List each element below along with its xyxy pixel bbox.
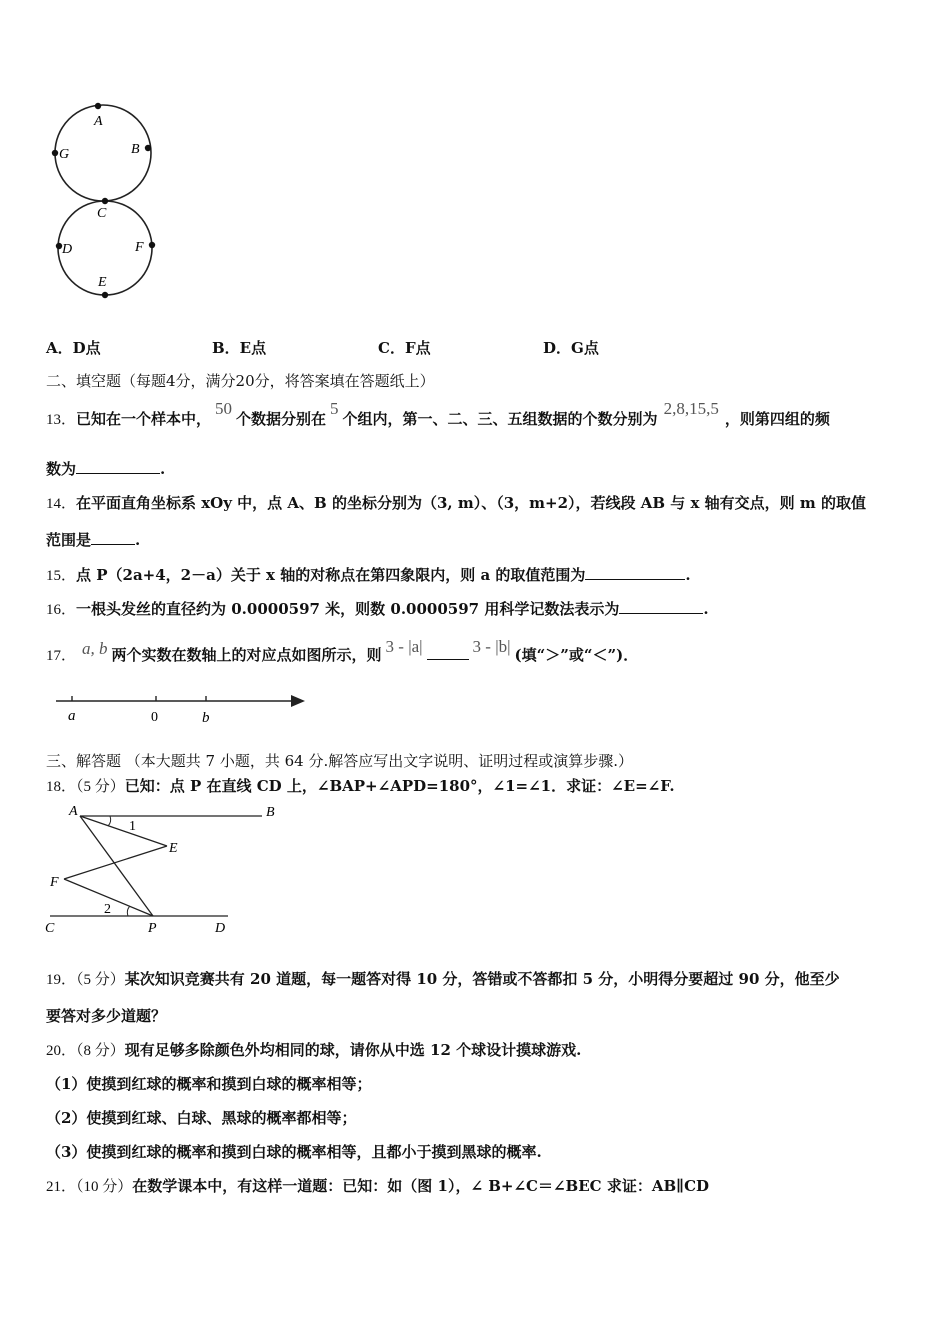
question-13-line2 bbox=[46, 458, 165, 479]
q13-end: . bbox=[160, 460, 166, 478]
q19-text: 某次知识竞赛共有 20 道题，每一题答对得 10 分，答错或不答都扣 5 分，小明得分要超过 90 分，他至少 bbox=[124, 970, 840, 988]
segment-ae bbox=[80, 816, 167, 846]
q20-part-3: （3）使摸到红球的概率和摸到白球的概率相等，且都小于摸到黑球的概率. bbox=[46, 1143, 542, 1161]
q16-number: 16． bbox=[46, 602, 77, 618]
q14-text: 在平面直角坐标系 xOy 中，点 A、B 的坐标分别为（3, m）、（3，m+2），若线段 AB 与 x 轴有交点，则 m 的取值 bbox=[76, 494, 866, 512]
two-circles-figure bbox=[40, 95, 170, 305]
number-line-figure bbox=[50, 688, 320, 732]
q18-geometry-figure bbox=[40, 800, 290, 940]
q17-text-2: (填“＞”或“＜”)． bbox=[514, 646, 639, 664]
point-b-dot bbox=[145, 145, 151, 151]
question-14-line1 bbox=[46, 492, 866, 513]
question-16 bbox=[46, 598, 709, 619]
question-14-line2 bbox=[46, 529, 140, 550]
tick-label-a: a bbox=[68, 708, 76, 724]
q13-line2-text: 数为 bbox=[46, 460, 77, 478]
question-15 bbox=[46, 564, 691, 585]
q14-number: 14． bbox=[46, 496, 77, 512]
fig-label-2: 2 bbox=[104, 902, 111, 917]
fig-label-b: B bbox=[266, 805, 275, 820]
q20-number: 20． bbox=[46, 1043, 77, 1059]
angle-2-arc bbox=[127, 906, 130, 916]
q21-number: 21． bbox=[46, 1179, 77, 1195]
fig-label-f: F bbox=[50, 875, 59, 890]
q18-text: 已知：点 P 在直线 CD 上，∠BAP+∠APD=180°，∠1=∠1．求证：∠E=∠F. bbox=[124, 777, 675, 795]
tick-label-0: 0 bbox=[151, 710, 158, 725]
label-d: D bbox=[62, 242, 73, 257]
q18-number: 18． bbox=[46, 779, 77, 795]
point-c-dot bbox=[102, 198, 108, 204]
q14-line2-text: 范围是 bbox=[46, 531, 92, 549]
q13-math-50: 50 bbox=[215, 399, 233, 418]
label-c: C bbox=[97, 206, 107, 221]
q13-text-3: 个组内，第一、二、三、五组数据的个数分别为 bbox=[342, 410, 658, 428]
option-b: B．E点 bbox=[212, 339, 267, 357]
section-2-header: 二、填空题（每题4分，满分20分，将答案填在答题纸上） bbox=[46, 372, 435, 390]
q13-number: 13． bbox=[46, 412, 77, 428]
q21-score: （10 分） bbox=[76, 1179, 133, 1195]
label-b: B bbox=[131, 142, 140, 157]
q17-math-3-abs-a: 3 - |a| bbox=[385, 637, 423, 656]
option-d: D．G点 bbox=[543, 339, 599, 357]
q17-math-3-abs-b: 3 - |b| bbox=[472, 637, 511, 656]
q15-text: 点 P（2a+4，2－a）关于 x 轴的对称点在第四象限内，则 a 的取值范围为 bbox=[76, 566, 586, 584]
q20-part-1: （1）使摸到红球的概率和摸到白球的概率相等； bbox=[46, 1075, 372, 1093]
q14-answer-blank[interactable] bbox=[91, 530, 135, 545]
tick-label-b: b bbox=[202, 710, 210, 726]
question-17 bbox=[46, 637, 639, 665]
option-c: C．F点 bbox=[378, 339, 431, 357]
fig-label-a: A bbox=[69, 804, 78, 819]
q21-text: 在数学课本中，有这样一道题：已知：如（图 1），∠ B+∠C＝∠BEC 求证：AB∥CD bbox=[132, 1177, 710, 1195]
q13-text-4: ，则第四组的频 bbox=[724, 410, 830, 428]
section-3-header: 三、解答题 （本大题共 7 小题，共 64 分.解答应写出文字说明、证明过程或演算步骤.） bbox=[46, 752, 634, 770]
number-line-arrow bbox=[291, 695, 305, 707]
question-18 bbox=[46, 775, 675, 796]
point-a-dot bbox=[95, 103, 101, 109]
q19-number: 19． bbox=[46, 972, 77, 988]
q16-text: 一根头发丝的直径约为 0.0000597 米，则数 0.0000597 用科学记数法表示为 bbox=[76, 600, 620, 618]
q20-text: 现有足够多除颜色外均相同的球，请你从中选 12 个球设计摸球游戏. bbox=[124, 1041, 582, 1059]
q16-end: . bbox=[703, 600, 709, 618]
segment-fe bbox=[64, 846, 167, 879]
q17-answer-blank[interactable] bbox=[427, 645, 469, 660]
question-20 bbox=[46, 1039, 581, 1060]
fig-label-1: 1 bbox=[129, 819, 136, 834]
question-21 bbox=[46, 1175, 709, 1196]
fig-label-p: P bbox=[148, 921, 157, 936]
label-e: E bbox=[98, 275, 107, 290]
question-19-line2: 要答对多少道题？ bbox=[46, 1007, 167, 1025]
label-g: G bbox=[59, 147, 70, 162]
label-f: F bbox=[135, 240, 144, 255]
q15-number: 15． bbox=[46, 568, 77, 584]
q19-score: （5 分） bbox=[76, 972, 125, 988]
q17-text-1: 两个实数在数轴上的对应点如图所示，则 bbox=[111, 646, 382, 664]
point-e-dot bbox=[102, 292, 108, 298]
fig-label-c: C bbox=[45, 921, 55, 936]
angle-1-arc bbox=[108, 816, 111, 826]
question-13-line1 bbox=[46, 399, 830, 429]
q16-answer-blank[interactable] bbox=[619, 599, 703, 614]
fig-label-e: E bbox=[169, 841, 178, 856]
q15-answer-blank[interactable] bbox=[585, 565, 685, 580]
q13-text-1: 已知在一个样本中， bbox=[76, 410, 212, 428]
option-a: A．D点 bbox=[46, 339, 101, 357]
point-g-dot bbox=[52, 150, 58, 156]
point-f-dot bbox=[149, 242, 155, 248]
label-a: A bbox=[94, 114, 103, 129]
q13-math-5: 5 bbox=[330, 399, 339, 418]
q20-score: （8 分） bbox=[76, 1043, 125, 1059]
question-19-line1 bbox=[46, 968, 840, 989]
fig-label-d: D bbox=[215, 921, 226, 936]
q17-number: 17． bbox=[46, 648, 77, 664]
q13-math-counts: 2,8,15,5 bbox=[663, 399, 719, 418]
q14-end: . bbox=[135, 531, 141, 549]
q18-score: （5 分） bbox=[76, 779, 125, 795]
q20-part-2: （2）使摸到红球、白球、黑球的概率都相等； bbox=[46, 1109, 357, 1127]
q13-answer-blank[interactable] bbox=[76, 459, 160, 474]
q15-end: . bbox=[685, 566, 691, 584]
q17-math-ab: a, b bbox=[82, 639, 108, 658]
q13-text-2: 个数据分别在 bbox=[236, 410, 327, 428]
